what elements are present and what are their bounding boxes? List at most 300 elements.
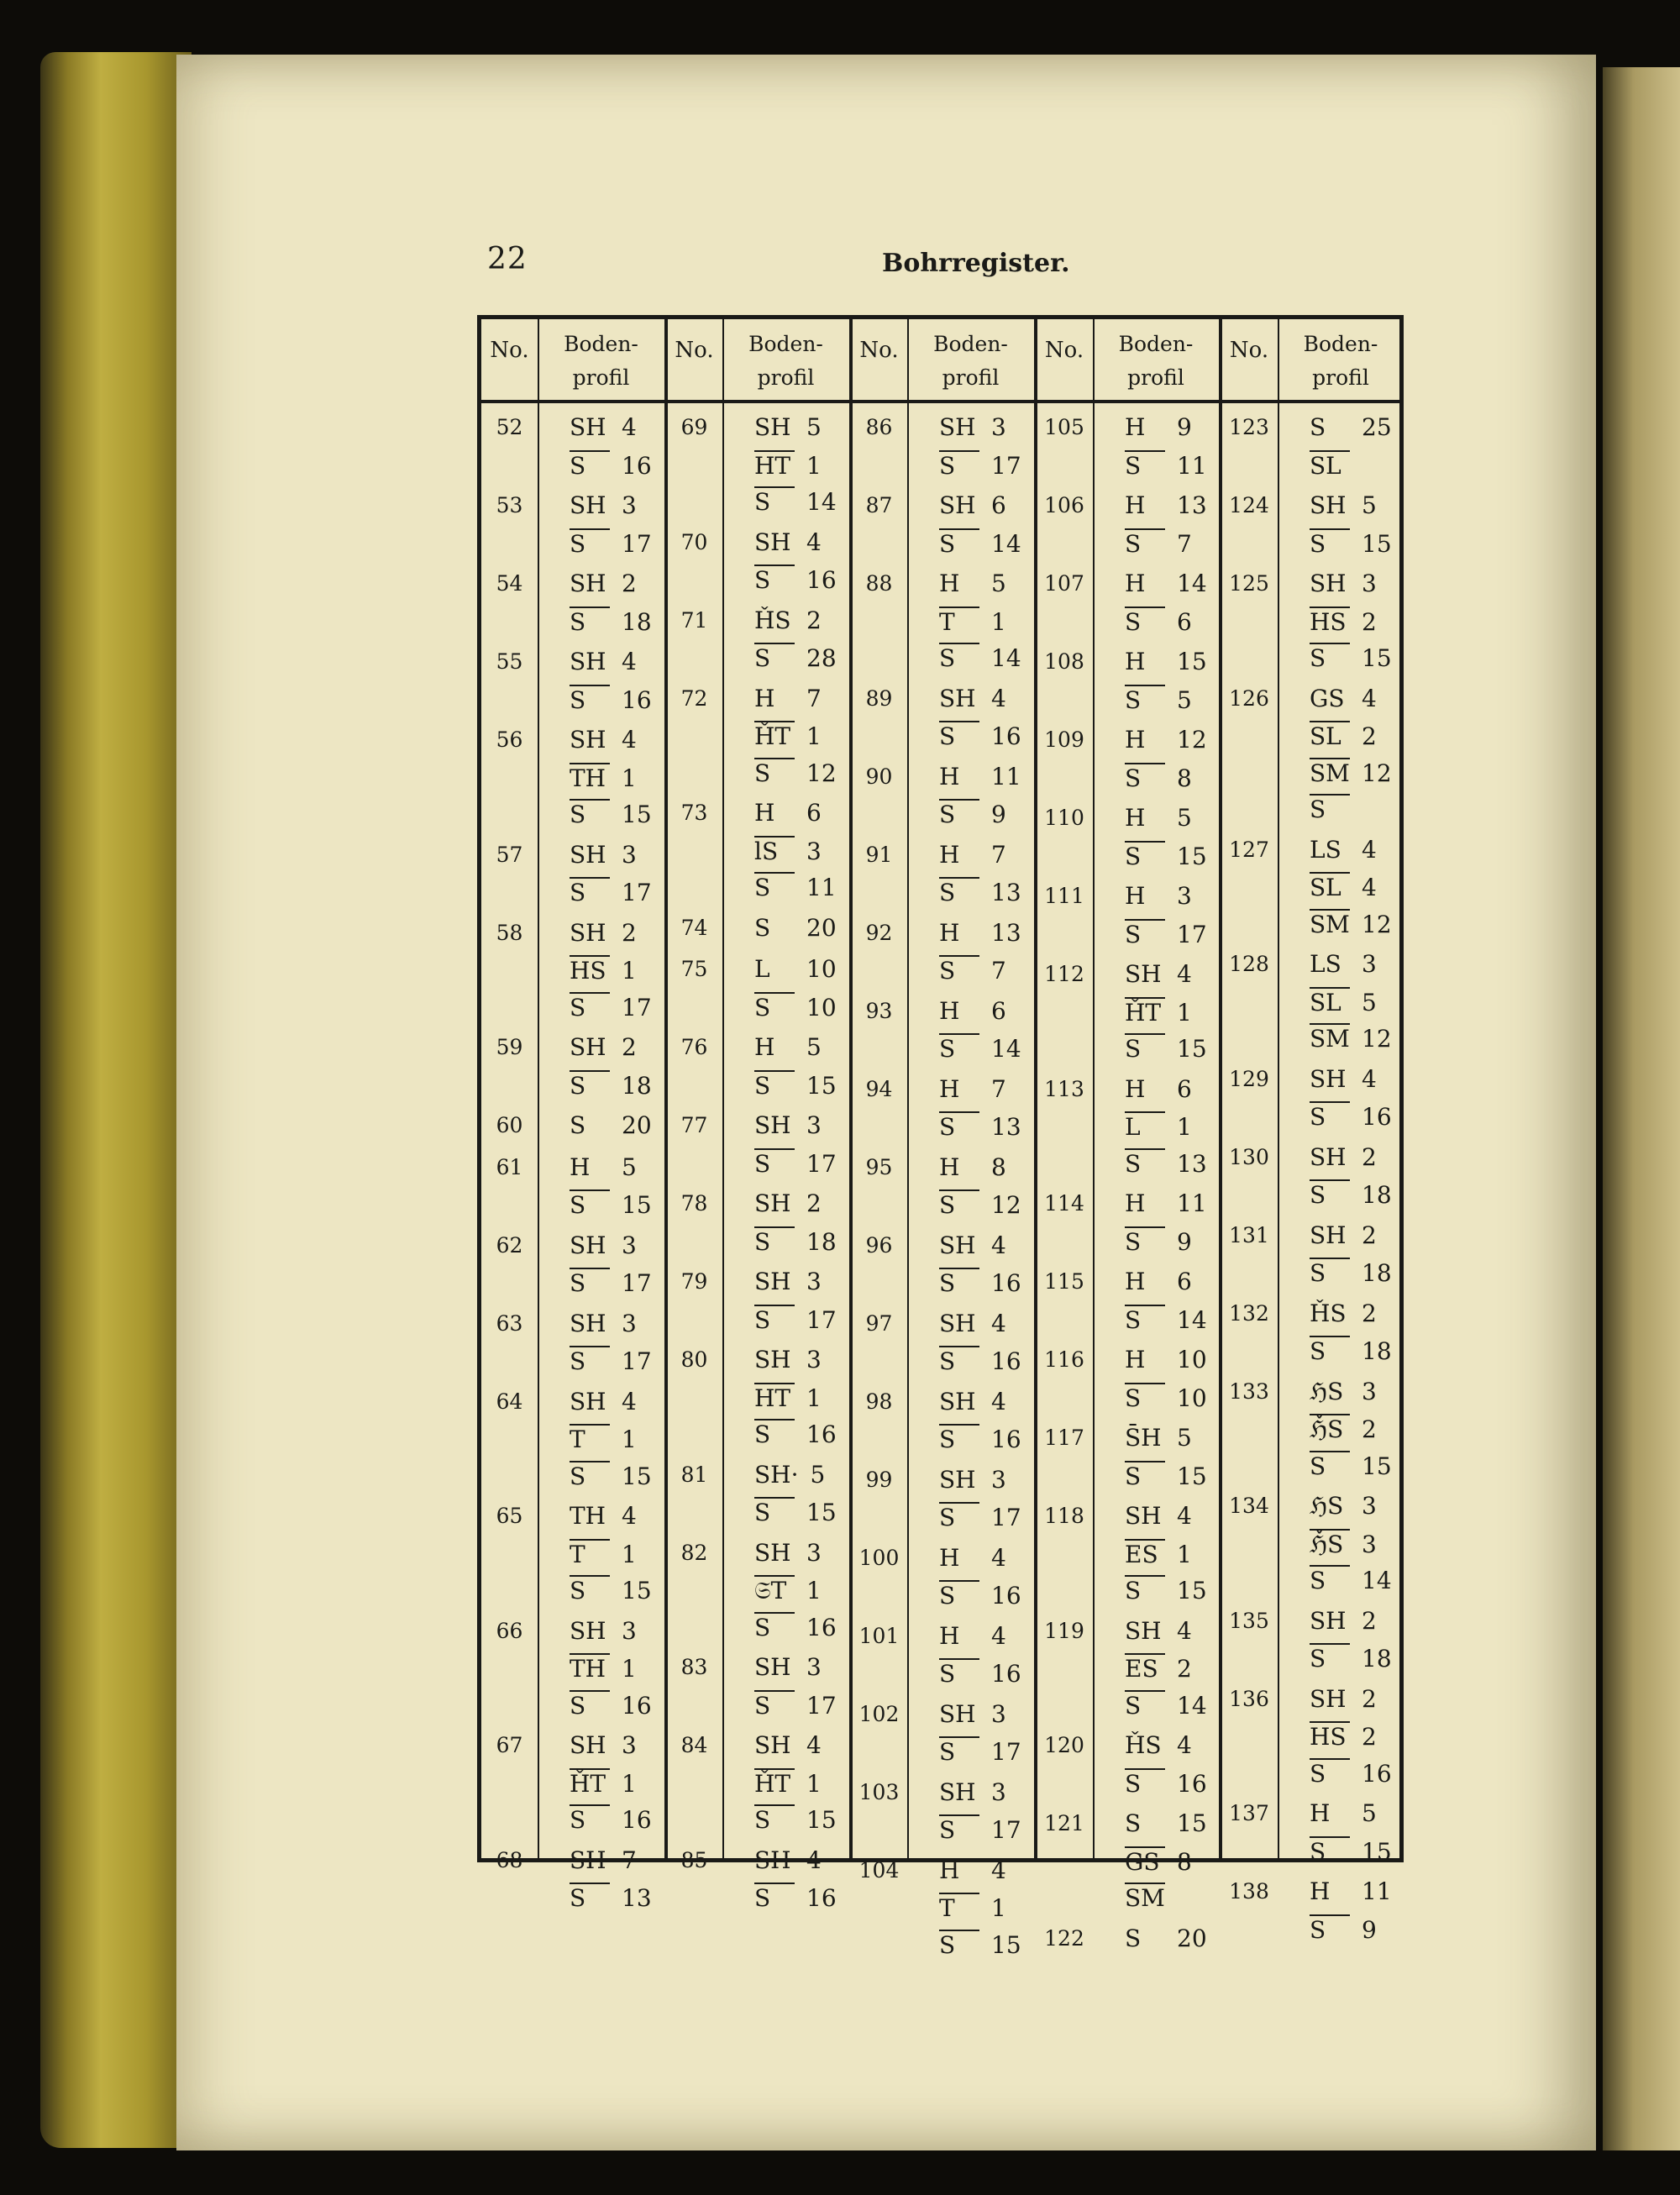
soil-layer: LS 3 (1310, 950, 1377, 978)
soil-layer: H 6 (754, 799, 822, 827)
soil-layer: SH 4 (570, 726, 637, 754)
soil-layer: S 14 (754, 488, 837, 516)
soil-layer: H 11 (939, 762, 1021, 790)
soil-layer: SH 3 (939, 413, 1006, 441)
soil-layer: S 16 (939, 1582, 1021, 1609)
soil-layer: ℌS 3 (1310, 1377, 1377, 1405)
soil-layer: SH 3 (939, 1699, 1006, 1728)
soil-layer: S 9 (1310, 1915, 1377, 1944)
soil-layer: S 16 (939, 1660, 1021, 1688)
soil-layer: S 9 (1125, 1227, 1192, 1256)
soil-layer: S 14 (939, 1035, 1021, 1063)
boring-number: 96 (865, 1232, 893, 1258)
soil-layer: S 13 (570, 1884, 652, 1912)
soil-layer: SH 3 (570, 1731, 637, 1759)
soil-layer: SH 4 (939, 1387, 1006, 1415)
soil-layer: S (1310, 794, 1362, 823)
boring-number: 116 (1044, 1347, 1084, 1372)
boring-number: 75 (680, 957, 708, 981)
soil-layer: S 14 (939, 644, 1021, 672)
boring-number: 121 (1044, 1811, 1084, 1835)
soil-layer: S 15 (1125, 1809, 1207, 1837)
soil-layer: S 16 (939, 1347, 1021, 1375)
boring-number: 106 (1044, 493, 1084, 517)
soil-layer: S 17 (939, 1738, 1021, 1766)
soil-layer: H 6 (1125, 1268, 1192, 1295)
soil-layer: T 1 (939, 1894, 1006, 1922)
soil-layer: S 15 (1310, 644, 1392, 672)
soil-layer: SH 3 (570, 840, 637, 869)
boring-number: 118 (1044, 1504, 1084, 1528)
soil-layer: S 16 (1310, 1103, 1392, 1131)
soil-layer: SM 12 (1310, 759, 1392, 787)
boring-number: 88 (865, 571, 893, 596)
soil-layer: H 15 (1125, 648, 1207, 675)
soil-layer: lS 3 (754, 837, 822, 865)
soil-layer: S 14 (1310, 1567, 1392, 1594)
soil-layer: ℌS 3 (1310, 1492, 1377, 1520)
boring-number: 63 (496, 1310, 523, 1336)
soil-layer: H 7 (939, 1074, 1006, 1103)
boring-number: 78 (680, 1191, 708, 1216)
soil-layer: S 17 (939, 1816, 1021, 1844)
soil-layer: L 1 (1125, 1113, 1192, 1141)
boring-number: 134 (1229, 1494, 1269, 1518)
soil-layer: S 16 (570, 685, 652, 714)
header-no: No. (859, 338, 899, 363)
soil-layer: SH 4 (1125, 1616, 1192, 1645)
soil-layer: S 18 (1310, 1645, 1392, 1673)
boring-number: 60 (496, 1113, 523, 1137)
boring-number: 100 (858, 1545, 900, 1570)
soil-layer: S 8 (1125, 764, 1192, 792)
running-title: Bohrregister. (882, 249, 1070, 278)
soil-layer: SH 3 (754, 1538, 822, 1567)
boring-number: 113 (1044, 1076, 1084, 1101)
soil-layer: ȞT 1 (754, 1769, 822, 1798)
soil-layer: S 17 (570, 879, 652, 906)
boring-number: 82 (680, 1540, 708, 1565)
soil-layer: S 15 (1125, 1577, 1207, 1604)
soil-layer: S 17 (939, 1504, 1021, 1531)
soil-layer: S 9 (939, 801, 1006, 828)
soil-layer: SH 2 (1310, 1684, 1377, 1713)
boring-number: 105 (1044, 415, 1084, 439)
header-bodenprofil: Boden- profil (748, 332, 823, 390)
boring-number: 112 (1044, 962, 1084, 986)
soil-layer: S 16 (1125, 1769, 1207, 1798)
soil-layer: SL 4 (1310, 874, 1377, 901)
soil-layer: SH 3 (570, 491, 637, 519)
soil-layer: L 10 (754, 955, 837, 983)
soil-layer: S 7 (939, 957, 1006, 985)
header-no: No. (1229, 338, 1269, 363)
soil-layer: SH 3 (939, 1465, 1006, 1494)
boring-number: 67 (496, 1733, 523, 1757)
boring-number: 120 (1044, 1733, 1084, 1757)
soil-layer: SH 4 (939, 1231, 1006, 1259)
soil-layer: SH 2 (754, 1189, 822, 1217)
soil-layer: S 18 (570, 1071, 652, 1100)
boring-number: 73 (680, 801, 708, 825)
soil-layer: SH 2 (570, 918, 637, 947)
boring-number: 133 (1229, 1378, 1269, 1404)
soil-layer: T 1 (570, 1540, 637, 1568)
boring-number: 72 (680, 685, 708, 711)
column-divider (1278, 319, 1279, 1858)
soil-layer: S 25 (1310, 413, 1392, 441)
soil-layer: H 5 (754, 1033, 822, 1061)
soil-layer: H 13 (939, 918, 1021, 947)
soil-layer: ℌ̌S 3 (1310, 1530, 1377, 1558)
soil-layer: S 15 (1310, 529, 1392, 558)
boring-number: 92 (865, 920, 893, 945)
boring-number: 54 (496, 571, 523, 596)
boring-number: 66 (496, 1618, 523, 1643)
soil-layer: S 28 (754, 644, 837, 672)
soil-layer: SH 2 (1310, 1221, 1377, 1249)
boring-number: 131 (1229, 1222, 1269, 1247)
soil-layer: T 1 (939, 607, 1006, 636)
header-no: No. (1044, 338, 1084, 363)
soil-layer: SM 12 (1310, 1025, 1392, 1053)
boring-number: 126 (1229, 685, 1269, 711)
soil-layer: S 16 (754, 1420, 837, 1448)
soil-layer: SH· 5 (754, 1460, 826, 1489)
soil-layer: H 5 (570, 1153, 637, 1181)
soil-layer: S 15 (1125, 1462, 1207, 1490)
soil-layer: ȞS 4 (1125, 1731, 1192, 1759)
boring-number: 53 (496, 493, 523, 517)
column-divider (722, 319, 724, 1858)
boring-number: 74 (680, 915, 708, 940)
soil-layer: H 14 (1125, 570, 1207, 597)
boring-number: 98 (865, 1389, 893, 1414)
soil-layer: S 16 (570, 451, 652, 480)
boring-number: 117 (1044, 1426, 1084, 1450)
bohrregister-table (477, 315, 1404, 1959)
soil-layer: ȞT 1 (1125, 998, 1192, 1027)
soil-layer: SH 3 (570, 1616, 637, 1645)
boring-number: 138 (1229, 1879, 1269, 1904)
column-divider (538, 319, 539, 1858)
soil-layer: SL 5 (1310, 988, 1377, 1016)
soil-layer: H 13 (1125, 491, 1207, 519)
soil-layer: S 18 (1310, 1337, 1392, 1365)
boring-number: 77 (680, 1113, 708, 1137)
header-no: No. (675, 338, 714, 363)
soil-layer: SM (1125, 1884, 1165, 1912)
soil-layer: S 7 (1125, 529, 1192, 558)
boring-number: 103 (858, 1779, 900, 1804)
soil-layer: S 15 (754, 1499, 837, 1526)
soil-layer: SH 3 (754, 1346, 822, 1373)
boring-number: 89 (865, 685, 893, 711)
soil-layer: SM 12 (1310, 910, 1392, 938)
soil-layer: S 14 (1125, 1691, 1207, 1720)
boring-number: 71 (680, 607, 708, 633)
soil-layer: ES 2 (1125, 1655, 1192, 1683)
soil-layer: SH 5 (754, 413, 822, 441)
soil-layer: S 17 (570, 1347, 652, 1375)
boring-number: 95 (865, 1154, 893, 1179)
boring-number: 84 (680, 1733, 708, 1757)
soil-layer: S 10 (1125, 1384, 1207, 1412)
boring-number: 59 (496, 1035, 523, 1059)
soil-layer: S 18 (1310, 1181, 1392, 1209)
soil-layer: H 5 (1310, 1799, 1377, 1827)
soil-layer: S 15 (1310, 1837, 1392, 1866)
soil-layer: GS 8 (1125, 1847, 1192, 1876)
soil-layer: SL (1310, 450, 1362, 480)
boring-number: 130 (1229, 1144, 1269, 1169)
soil-layer: SH 4 (1125, 1502, 1192, 1530)
header-no: No. (490, 338, 529, 363)
soil-layer: S̄H 5 (1125, 1424, 1192, 1452)
boring-number: 124 (1229, 493, 1269, 517)
boring-number: 111 (1044, 884, 1084, 908)
soil-layer: SL 2 (1310, 722, 1377, 750)
boring-number: 65 (496, 1504, 523, 1528)
soil-layer: T 1 (570, 1426, 637, 1453)
soil-layer: SH 3 (939, 1778, 1006, 1806)
boring-number: 99 (865, 1467, 893, 1492)
soil-layer: S 15 (939, 1930, 1021, 1959)
soil-layer: TH 1 (570, 764, 637, 792)
soil-layer: H 5 (939, 570, 1006, 597)
soil-layer: SH 5 (1310, 491, 1377, 519)
boring-number: 115 (1044, 1269, 1084, 1294)
soil-layer: S 11 (754, 874, 837, 901)
soil-layer: ES 1 (1125, 1540, 1192, 1568)
column-divider (1093, 319, 1095, 1858)
soil-layer: SH 3 (754, 1653, 822, 1681)
soil-layer: GS 4 (1310, 684, 1377, 712)
soil-layer: S 16 (939, 722, 1021, 750)
soil-layer: 𝔖T 1 (754, 1577, 822, 1604)
boring-number: 107 (1044, 571, 1084, 596)
page-number: 22 (487, 242, 528, 276)
facing-page-edge (1603, 67, 1680, 2150)
boring-number: 81 (680, 1462, 708, 1487)
soil-layer: S 15 (570, 1191, 652, 1219)
soil-layer: S 16 (1310, 1759, 1392, 1788)
soil-layer: S 18 (1310, 1259, 1392, 1287)
soil-layer: SH 4 (754, 1846, 822, 1874)
soil-layer: S 16 (754, 1884, 837, 1912)
boring-number: 137 (1229, 1801, 1269, 1825)
boring-number: 57 (496, 842, 523, 867)
boring-number: 123 (1229, 415, 1269, 439)
boring-number: 119 (1044, 1618, 1084, 1643)
boring-number: 132 (1229, 1300, 1269, 1326)
soil-layer: TH 4 (570, 1502, 637, 1530)
boring-number: 52 (496, 415, 523, 439)
soil-layer: S 12 (939, 1191, 1021, 1219)
soil-layer: ȞT 1 (570, 1769, 637, 1798)
soil-layer: H 7 (754, 684, 822, 712)
soil-layer: H 5 (1125, 804, 1192, 832)
soil-layer: S 15 (1310, 1452, 1392, 1480)
column-divider (907, 319, 909, 1858)
boring-number: 68 (496, 1847, 523, 1872)
boring-number: 110 (1044, 806, 1084, 830)
boring-number: 55 (496, 649, 523, 674)
soil-layer: S 14 (939, 529, 1021, 558)
boring-number: 94 (865, 1076, 893, 1101)
soil-layer: ℌ̌S 2 (1310, 1415, 1377, 1443)
soil-layer: H 10 (1125, 1346, 1207, 1373)
boring-number: 136 (1229, 1686, 1269, 1711)
soil-layer: S 5 (1125, 685, 1192, 714)
soil-layer: S 16 (939, 1426, 1021, 1453)
soil-layer: S 20 (570, 1111, 652, 1139)
soil-layer: HT 1 (754, 451, 822, 480)
soil-layer: SH 4 (1125, 960, 1192, 988)
soil-layer: S 15 (570, 801, 652, 828)
boring-number: 108 (1044, 649, 1084, 674)
soil-layer: HS 2 (1310, 607, 1377, 636)
soil-layer: S 17 (570, 993, 652, 1021)
soil-layer: ȞT 1 (754, 722, 822, 750)
soil-layer: S 15 (1125, 842, 1207, 870)
soil-layer: SH 4 (754, 1731, 822, 1759)
boring-number: 62 (496, 1232, 523, 1258)
soil-layer: SH 3 (754, 1268, 822, 1295)
boring-number: 122 (1044, 1925, 1084, 1951)
soil-layer: SH 4 (754, 528, 822, 556)
boring-number: 86 (865, 415, 893, 439)
boring-number: 129 (1229, 1066, 1269, 1091)
soil-layer: S 16 (754, 566, 837, 594)
boring-number: 91 (865, 842, 893, 867)
soil-layer: H 11 (1125, 1189, 1207, 1217)
soil-layer: S 20 (754, 913, 837, 942)
soil-layer: S 17 (570, 1269, 652, 1297)
boring-number: 114 (1044, 1191, 1084, 1216)
soil-layer: H 6 (939, 996, 1006, 1025)
boring-number: 127 (1229, 837, 1269, 862)
soil-layer: SH 4 (1310, 1064, 1377, 1093)
soil-layer: S 18 (754, 1227, 837, 1256)
boring-number: 135 (1229, 1608, 1269, 1633)
soil-layer: S 15 (570, 1462, 652, 1490)
soil-layer: TH 1 (570, 1655, 637, 1683)
soil-layer: SH 4 (570, 413, 637, 441)
soil-layer: SH 3 (1310, 570, 1377, 597)
soil-layer: S 6 (1125, 607, 1192, 636)
soil-layer: ȞS 2 (1310, 1299, 1377, 1327)
boring-number: 69 (680, 415, 708, 439)
header-bodenprofil: Boden- profil (933, 332, 1008, 390)
soil-layer: S 13 (939, 1113, 1021, 1141)
boring-number: 104 (858, 1857, 900, 1883)
soil-layer: H 4 (939, 1621, 1006, 1650)
soil-layer: SH 4 (939, 684, 1006, 712)
soil-layer: SH 3 (570, 1231, 637, 1259)
soil-layer: ȞS 2 (754, 606, 822, 634)
boring-number: 109 (1044, 727, 1084, 752)
boring-number: 101 (858, 1623, 900, 1648)
soil-layer: S 16 (570, 1691, 652, 1720)
header-bodenprofil: Boden- profil (1118, 332, 1194, 390)
soil-layer: H 6 (1125, 1074, 1192, 1103)
boring-number: 79 (680, 1269, 708, 1294)
soil-layer: SH 2 (570, 1033, 637, 1061)
soil-layer: H 12 (1125, 726, 1207, 754)
boring-number: 87 (865, 493, 893, 517)
soil-layer: HS 1 (570, 957, 637, 985)
soil-layer: S 10 (754, 993, 837, 1021)
soil-layer: LS 4 (1310, 835, 1377, 864)
boring-number: 70 (680, 529, 708, 554)
soil-layer: S 15 (570, 1577, 652, 1604)
boring-number: 76 (680, 1035, 708, 1059)
soil-layer: SH 2 (1310, 1606, 1377, 1635)
soil-layer: H 3 (1125, 882, 1192, 910)
soil-layer: S 16 (939, 1269, 1021, 1297)
soil-layer: S 17 (754, 1149, 837, 1178)
soil-layer: SH 2 (1310, 1142, 1377, 1171)
soil-layer: H 11 (1310, 1877, 1392, 1905)
soil-layer: S 20 (1125, 1924, 1207, 1952)
boring-number: 102 (858, 1701, 900, 1726)
soil-layer: S 13 (1125, 1149, 1207, 1178)
boring-number: 61 (496, 1154, 523, 1179)
boring-number: 128 (1229, 952, 1269, 976)
book-page-edges (40, 52, 192, 2148)
soil-layer: SH 3 (570, 1309, 637, 1337)
soil-layer: H 4 (939, 1856, 1006, 1884)
soil-layer: S 11 (1125, 451, 1207, 480)
header-rule (481, 400, 1399, 403)
soil-layer: SH 4 (570, 648, 637, 675)
soil-layer: S 15 (754, 1806, 837, 1834)
soil-layer: SH 3 (754, 1111, 822, 1139)
soil-layer: S 17 (1125, 920, 1207, 948)
soil-layer: H 4 (939, 1543, 1006, 1572)
soil-layer: H 8 (939, 1153, 1006, 1181)
boring-number: 90 (865, 764, 893, 789)
soil-layer: S 18 (570, 607, 652, 636)
soil-layer: S 17 (754, 1691, 837, 1720)
boring-number: 125 (1229, 571, 1269, 596)
boring-number: 58 (496, 920, 523, 945)
soil-layer: S 13 (939, 879, 1021, 906)
boring-number: 97 (865, 1310, 893, 1336)
boring-number: 56 (496, 727, 523, 752)
soil-layer: HS 2 (1310, 1723, 1377, 1751)
boring-number: 93 (865, 998, 893, 1023)
soil-layer: H 9 (1125, 413, 1192, 441)
soil-layer: SH 4 (939, 1309, 1006, 1337)
boring-number: 64 (496, 1389, 523, 1414)
soil-layer: SH 2 (570, 570, 637, 597)
boring-number: 80 (680, 1347, 708, 1372)
soil-layer: S 15 (754, 1071, 837, 1100)
soil-layer: SH 6 (939, 491, 1006, 519)
soil-layer: HT 1 (754, 1384, 822, 1412)
soil-layer: S 16 (754, 1613, 837, 1641)
header-bodenprofil: Boden- profil (1303, 332, 1378, 390)
soil-layer: SH 7 (570, 1846, 637, 1874)
soil-layer: S 17 (939, 451, 1021, 480)
soil-layer: S 12 (754, 759, 837, 787)
soil-layer: S 14 (1125, 1305, 1207, 1334)
soil-layer: S 17 (754, 1305, 837, 1334)
soil-layer: S 17 (570, 529, 652, 558)
soil-layer: SH 4 (570, 1387, 637, 1415)
